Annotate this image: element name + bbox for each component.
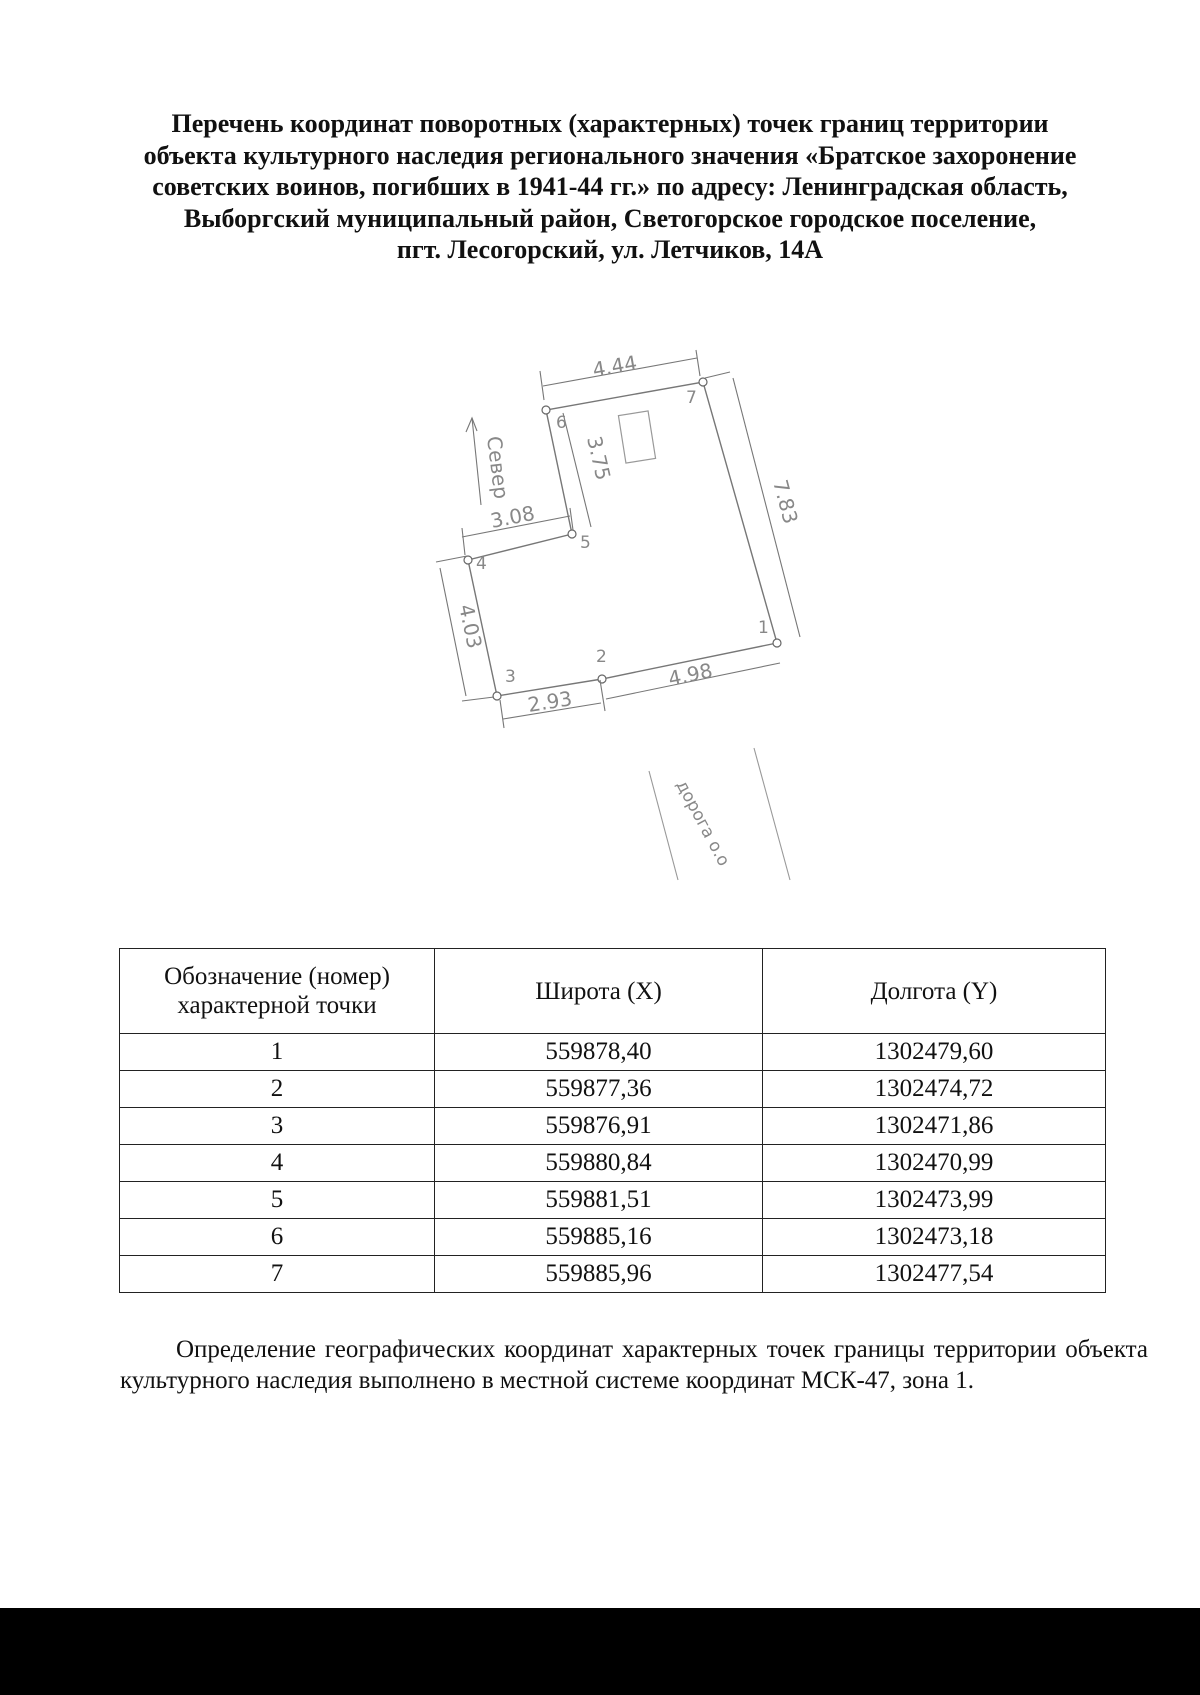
point-marker-2 [598,675,606,683]
point-label-4: 4 [476,554,487,574]
header-latitude: Широта (X) [435,949,763,1034]
point-number: 6 [120,1219,435,1256]
point-number: 1 [120,1034,435,1071]
table-row [120,1108,1106,1145]
latitude-value: 559880,84 [435,1145,763,1182]
header-point-line1: Обозначение (номер) [164,963,390,990]
segment-label-2-1: 4.98 [666,658,715,691]
header-point [120,949,435,1034]
monument-outline [618,411,655,463]
header-point-line2: характерной точки [177,992,377,1019]
point-number: 7 [120,1256,435,1293]
segment-label-1-7: 7.83 [768,477,803,527]
road-label: дорога о.о [671,776,734,870]
point-label-7: 7 [686,388,697,408]
segment-label-6-5: 3.75 [582,433,616,483]
table-row [120,1034,1106,1071]
coordinates-table [119,948,1106,1293]
latitude-value: 559876,91 [435,1108,763,1145]
latitude-value: 559878,40 [435,1034,763,1071]
longitude-value: 1302470,99 [763,1145,1106,1182]
title-line: пгт. Лесогорский, ул. Летчиков, 14А [396,235,824,264]
longitude-value: 1302479,60 [763,1034,1106,1071]
point-marker-3 [493,692,501,700]
point-marker-5 [568,530,576,538]
point-label-1: 1 [758,618,769,638]
point-label-6: 6 [556,413,567,433]
point-number: 4 [120,1145,435,1182]
point-number: 2 [120,1071,435,1108]
longitude-value: 1302473,99 [763,1182,1106,1219]
segment-label-7-6: 4.44 [590,350,639,382]
table-row [120,1071,1106,1108]
point-marker-7 [699,378,707,386]
dimension-lines [436,350,800,728]
scan-border [0,1608,1200,1695]
title-line: Перечень координат поворотных (характерных) точек границ территории [171,109,1049,138]
table-row [120,1145,1106,1182]
longitude-value: 1302477,54 [763,1256,1106,1293]
point-labels [476,388,769,687]
longitude-value: 1302473,18 [763,1219,1106,1256]
latitude-value: 559885,96 [435,1256,763,1293]
title-line: объекта культурного наследия регионального значения «Братское захоронение [143,140,1077,170]
point-marker-4 [464,556,472,564]
latitude-value: 559881,51 [435,1182,763,1219]
table-row [120,1182,1106,1219]
point-label-5: 5 [580,533,591,553]
north-label: Север [482,434,514,501]
segment-label-5-4: 3.08 [488,500,537,533]
road [649,748,790,880]
point-label-3: 3 [505,667,516,687]
title-line: Выборгский муниципальный район, Светогорское городское поселение, [183,203,1037,233]
table-row [120,1256,1106,1293]
header-longitude: Долгота (Y) [763,949,1106,1034]
title-line: советских воинов, погибших в 1941-44 гг.» по адресу: Ленинградская область, [152,172,1068,201]
latitude-value: 559877,36 [435,1071,763,1108]
point-marker-1 [773,639,781,647]
segment-label-3-2: 2.93 [526,686,574,717]
point-marker-6 [542,406,550,414]
coordinate-system-note: Определение географических координат характерных точек границы территории объекта культурного наследия выполнено в местной системе координат МСК-47, зона 1. [120,1336,1148,1394]
segment-label-4-3: 4.03 [454,602,487,651]
latitude-value: 559885,16 [435,1219,763,1256]
longitude-value: 1302471,86 [763,1108,1106,1145]
longitude-value: 1302474,72 [763,1071,1106,1108]
point-number: 5 [120,1182,435,1219]
boundary-polygon [468,382,777,696]
table-header-row [120,949,1106,1034]
north-arrow [466,418,514,505]
segment-labels [454,351,803,717]
table-row [120,1219,1106,1256]
point-label-2: 2 [596,647,607,667]
point-number: 3 [120,1108,435,1145]
